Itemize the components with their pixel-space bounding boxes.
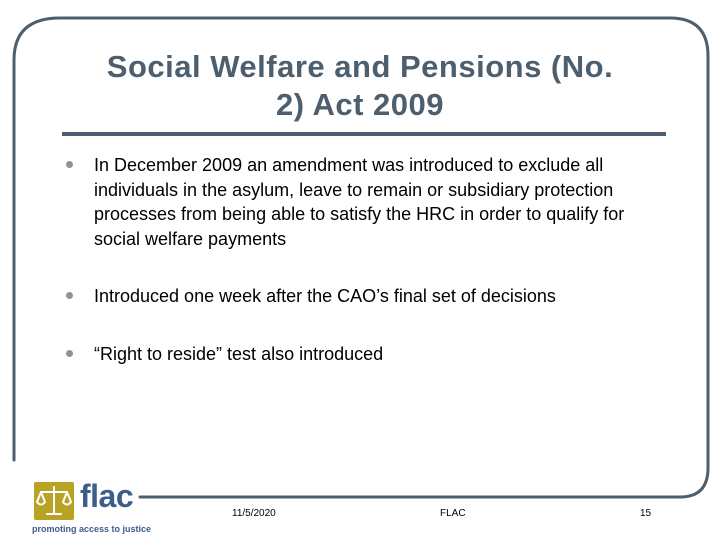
- footer-date: 11/5/2020: [232, 508, 276, 519]
- scales-of-justice-icon: [34, 482, 74, 520]
- bullet-item: [64, 342, 664, 367]
- logo-wordmark: flac: [80, 478, 134, 514]
- bullet-text: In December 2009 an amendment was introduced to exclude all individuals in the asylum, leave to remain or subsidiary protection processes from being able to satisfy the HRC in order to qualify for social welfare payments: [94, 155, 625, 249]
- bullet-dot-icon: [66, 161, 73, 168]
- page-number: 15: [640, 508, 652, 519]
- title-line-2: 2) Act 2009: [275, 87, 445, 122]
- slide-title: [50, 48, 670, 124]
- logo-tagline: promoting access to justice: [32, 524, 152, 534]
- flac-logo: [32, 478, 152, 538]
- title-underline: [62, 132, 666, 136]
- footer-center: FLAC: [440, 508, 466, 519]
- bullet-dot-icon: [66, 350, 73, 357]
- bullet-item: [64, 153, 664, 251]
- bullet-text: Introduced one week after the CAO’s final set of decisions: [94, 286, 556, 306]
- bullet-item: [64, 284, 664, 309]
- bullet-dot-icon: [66, 292, 73, 299]
- bullet-text: “Right to reside” test also introduced: [94, 343, 384, 364]
- title-line-1: Social Welfare and Pensions (No.: [106, 49, 614, 84]
- bullet-list: [64, 153, 664, 366]
